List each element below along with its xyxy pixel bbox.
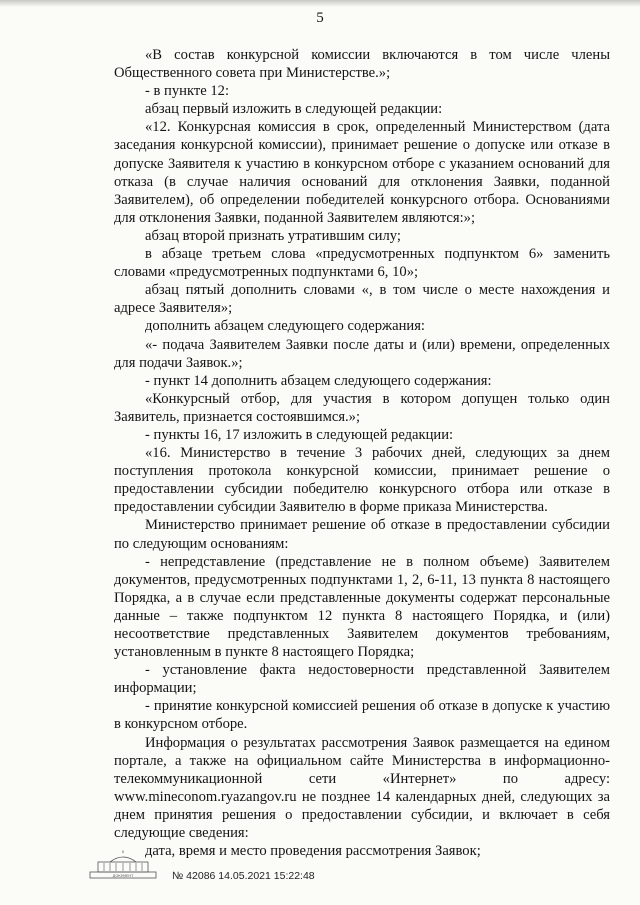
registry-stamp-icon	[88, 850, 158, 882]
paragraph: в абзаце третьем слова «предусмотренных подпунктом 6» заменить словами «предусмотренных подпунктами 6, 10»;	[114, 246, 610, 281]
paragraph: «- подача Заявителем Заявки после даты и (или) времени, определенных для подачи Заявок.»;	[114, 336, 610, 371]
paragraph: - в пункте 12:	[145, 83, 230, 100]
paragraph: - пункты 16, 17 изложить в следующей редакции:	[145, 426, 454, 443]
paragraph: «12. Конкурсная комиссия в срок, определенный Министерством (дата заседания конкурсной комиссии), принимает решение о допуске или отказе в допуске Заявителя к участию в конкурсном отборе с указанием оснований для отказа (в случае наличия оснований для отклонения Заявки, поданной Заявителем), об определении победителей конкурсного отбора. Основаниями для отклонения Заявки, поданной Заявителем являются:»;	[114, 119, 610, 226]
paragraph: дополнить абзацем следующего содержания:	[145, 318, 425, 335]
page-number: 5	[316, 10, 324, 26]
paragraph: «В состав конкурсной комиссии включаются в том числе члены Общественного совета при Министерстве.»;	[114, 47, 610, 82]
footer-stamp	[88, 850, 608, 890]
stamp-logo-caption: ДОКУМЕНТ	[112, 874, 134, 878]
paragraph: «16. Министерство в течение 3 рабочих дней, следующих за днем поступления протокола конкурсной комиссии, принимает решение о предоставлении субсидии победителю конкурсного отбора или отказе в предоставлении субсидии Заявителю в форме приказа Министерства.	[114, 445, 610, 516]
scan-edge-shadow	[0, 0, 640, 7]
paragraph: абзац пятый дополнить словами «, в том числе о месте нахождения и адресе Заявителя»;	[114, 282, 610, 317]
paragraph: - непредставление (представление не в полном объеме) Заявителем документов, предусмотренных подпунктами 1, 2, 6-11, 13 пункта 8 настоящего Порядка, а в случае если представленные документы содержат персональные данные – также подпунктом 12 пункта 8 настоящего Порядка, и (или) несоответствие представленных Заявителем документов требованиям, установленным в пункте 8 настоящего Порядка;	[114, 553, 610, 661]
paragraph: абзац второй признать утратившим силу;	[145, 227, 401, 244]
paragraph: Информация о результатах рассмотрения Заявок размещается на едином портале, а также на официальном сайте Министерства в информационно-телекоммуникационной сети «Интернет» по адресу: www.mineconom.ryazangov.ru не позднее 14 календарных дней, следующих за днем принятия решения о предоставлении субсидии, и включает в себя следующие сведения:	[114, 734, 610, 842]
paragraph: дата, время и место проведения рассмотрения Заявок;	[145, 843, 481, 860]
document-body	[114, 46, 610, 860]
paragraph: - установление факта недостоверности представленной Заявителем информации;	[114, 662, 610, 697]
paragraph: «Конкурсный отбор, для участия в котором допущен только один Заявитель, признается состоявшимся.»;	[114, 390, 610, 425]
paragraph: Министерство принимает решение об отказе в предоставлении субсидии по следующим основаниям:	[114, 517, 610, 552]
paragraph: - пункт 14 дополнить абзацем следующего содержания:	[145, 372, 492, 389]
registration-stamp: № 42086 14.05.2021 15:22:48	[172, 870, 315, 882]
paragraph: абзац первый изложить в следующей редакции:	[145, 101, 443, 118]
paragraph: - принятие конкурсной комиссией решения об отказе в допуске к участию в конкурсном отборе.	[114, 698, 610, 733]
